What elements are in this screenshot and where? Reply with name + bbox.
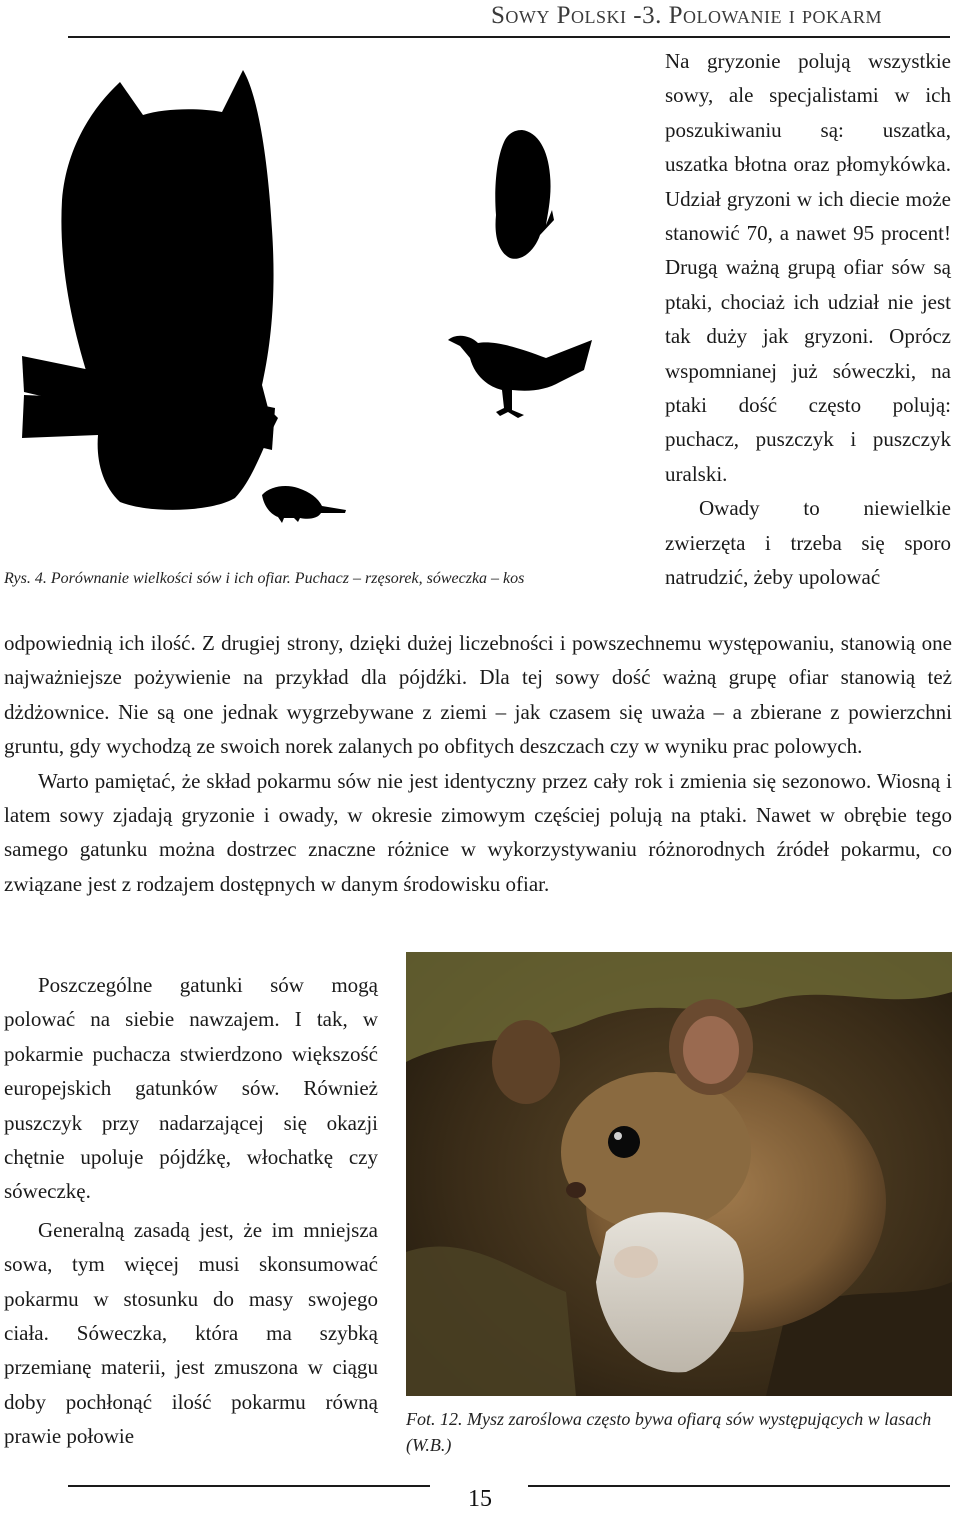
eagle-owl-silhouette: [22, 70, 278, 510]
full-width-text: [4, 626, 952, 901]
paragraph: Na gryzonie polują wszystkie sowy, ale specjalistami w ich poszukiwaniu są: uszatka, uszatka błotna oraz płomykówka. Udział gryzoni w ich diecie może stanowić 70, a nawet 95 procent! Drugą ważną grupą ofiar sów są ptaki, chociaż ich udział nie jest tak duży jak gryzoni. Oprócz wspomnianej już sóweczki, na ptaki dość często polują: puchacz, puszczyk i puszczyk uralski.: [665, 49, 951, 486]
paragraph: odpowiednią ich ilość. Z drugiej strony, dzięki dużej liczebności i powszechnemu występowaniu, stanowią one najważniejsze pożywienie na przykład dla pójdźki. Dla tej sowy dość ważną grupę ofiar stanowią też dżdżownice. Nie są one jednak wygrzebywane z ziemi – jak czasem się uważa – a zbierane z powierzchni gruntu, gdy wychodzą ze swoich norek zalanych po obfitych deszczach czy w wyniku prac polowych.: [4, 631, 952, 759]
figure-rys4-caption: Rys. 4. Porównanie wielkości sów i ich ofiar. Puchacz – rzęsorek, sóweczka – kos: [4, 570, 525, 587]
figure-rys4-silhouettes: [0, 40, 650, 580]
paragraph: Owady to niewielkie zwierzęta i trzeba się sporo natrudzić, żeby upolować: [665, 496, 951, 590]
right-column-text: [665, 44, 951, 595]
left-column-text: [4, 968, 378, 1454]
running-header-title: Sowy Polski -3. Polowanie i pokarm: [490, 2, 882, 29]
blackbird-silhouette: [448, 336, 592, 418]
photo-caption: Fot. 12. Mysz zaroślowa często bywa ofiarą sów występujących w lasach (W.B.): [406, 1409, 932, 1455]
paragraph: Poszczególne gatunki sów mogą polować na siebie nawzajem. I tak, w pokarmie puchacza stwierdzono większość europejskich gatunków sów. Również puszczyk przy nadarzającej się okazji chętnie upoluje pójdźkę, włochatkę czy sóweczkę.: [4, 973, 378, 1204]
shrew-silhouette: [262, 486, 346, 523]
paragraph: Generalną zasadą jest, że im mniejsza sowa, tym więcej musi skonsumować pokarmu w stosunku do masy swojego ciała. Sóweczka, która ma szybką przemianę materii, jest zmuszona w ciągu doby pochłonąć ilość pokarmu równą prawie połowie: [4, 1217, 378, 1449]
paragraph: Warto pamiętać, że skład pokarmu sów nie jest identyczny przez cały rok i zmienia się sezonowo. Wiosną i latem sowy zjadają gryzonie i owady, w okresie zimowym częściej polują na ptaki. Nawet w obrębie tego samego gatunku można dostrzec znaczne różnice w wykorzystywaniu różnorodnych źródeł pokarmu, co związane jest z rodzajem dostępnych w danym środowisku ofiar.: [4, 768, 952, 896]
photo-wood-mouse: [406, 952, 952, 1396]
header-rule: [68, 36, 950, 38]
page-number: 15: [468, 1486, 492, 1512]
pygmy-owl-silhouette: [495, 130, 554, 259]
